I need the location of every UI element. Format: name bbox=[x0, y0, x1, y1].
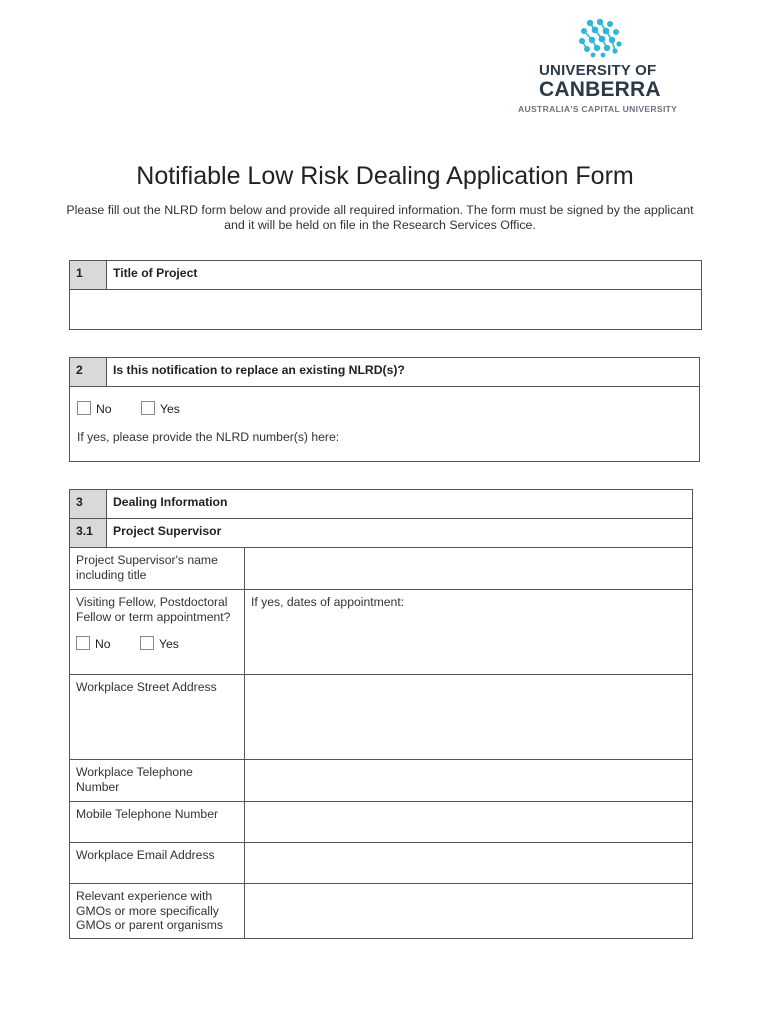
replace-yes-label: Yes bbox=[159, 402, 180, 416]
telephone-label: Workplace Telephone Number bbox=[70, 760, 245, 802]
mobile-field[interactable] bbox=[245, 802, 693, 843]
logo-tagline: AUSTRALIA'S CAPITAL UNIVERSITY bbox=[518, 104, 678, 114]
logo-line2: CANBERRA bbox=[539, 78, 661, 101]
section1-table bbox=[69, 260, 702, 330]
nlrd-number-prompt: If yes, please provide the NLRD number(s) here: bbox=[77, 430, 340, 444]
visiting-yes-label: Yes bbox=[158, 637, 179, 651]
replace-yes-option[interactable] bbox=[141, 401, 180, 416]
section3-number: 3 bbox=[70, 490, 107, 519]
visiting-yes-option[interactable] bbox=[140, 636, 179, 651]
section31-number: 3.1 bbox=[70, 519, 107, 548]
replace-no-option[interactable] bbox=[77, 401, 112, 416]
visiting-no-label: No bbox=[95, 637, 111, 651]
checkbox-icon[interactable] bbox=[140, 636, 154, 650]
checkbox-icon[interactable] bbox=[77, 401, 91, 415]
experience-label: Relevant experience with GMOs or more specifically GMOs or parent organisms bbox=[70, 884, 245, 939]
section2-number: 2 bbox=[70, 358, 107, 387]
email-field[interactable] bbox=[245, 843, 693, 884]
email-label: Workplace Email Address bbox=[70, 843, 245, 884]
university-logo bbox=[515, 18, 685, 118]
logo-line1: UNIVERSITY OF bbox=[539, 62, 657, 79]
section2-body bbox=[70, 387, 700, 462]
section3-table bbox=[69, 489, 693, 939]
street-address-field[interactable] bbox=[245, 675, 693, 760]
visiting-label: Visiting Fellow, Postdoctoral Fellow or term appointment? bbox=[76, 595, 231, 624]
project-title-field[interactable] bbox=[70, 290, 702, 330]
street-address-label: Workplace Street Address bbox=[70, 675, 245, 760]
section2-heading: Is this notification to replace an existing NLRD(s)? bbox=[107, 358, 700, 387]
mobile-label: Mobile Telephone Number bbox=[70, 802, 245, 843]
intro-text: Please fill out the NLRD form below and provide all required information. The form must be signed by the applicant and it will be held on file in the Research Services Office. bbox=[66, 203, 694, 232]
supervisor-name-field[interactable] bbox=[245, 548, 693, 590]
section1-heading: Title of Project bbox=[107, 261, 702, 290]
section1-number: 1 bbox=[70, 261, 107, 290]
appointment-dates-field[interactable]: If yes, dates of appointment: bbox=[245, 590, 693, 675]
logo-molecule-icon bbox=[577, 18, 623, 58]
experience-field[interactable] bbox=[245, 884, 693, 939]
visiting-cell bbox=[70, 590, 245, 675]
section3-heading: Dealing Information bbox=[107, 490, 693, 519]
section31-heading: Project Supervisor bbox=[107, 519, 693, 548]
telephone-field[interactable] bbox=[245, 760, 693, 802]
supervisor-name-label: Project Supervisor's name including title bbox=[70, 548, 245, 590]
replace-no-label: No bbox=[96, 402, 112, 416]
section2-table bbox=[69, 357, 700, 462]
visiting-no-option[interactable] bbox=[76, 636, 111, 651]
checkbox-icon[interactable] bbox=[76, 636, 90, 650]
page-title: Notifiable Low Risk Dealing Application Form bbox=[136, 162, 634, 190]
checkbox-icon[interactable] bbox=[141, 401, 155, 415]
